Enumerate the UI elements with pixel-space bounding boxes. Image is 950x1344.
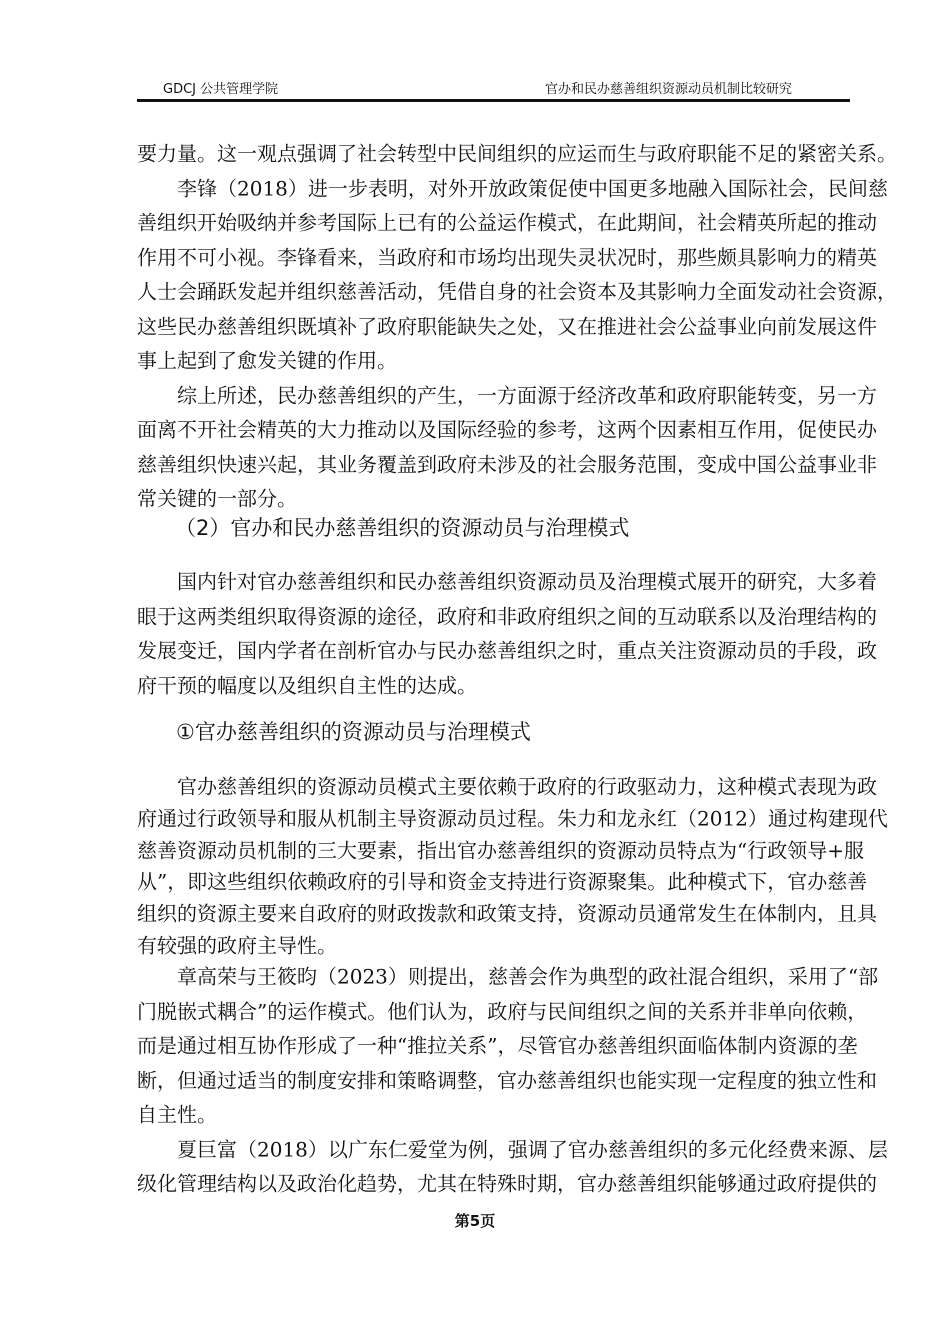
header-left-institution: GDCJ 公共管理学院 bbox=[163, 82, 279, 97]
text-line: 善组织开始吸纳并参考国际上已有的公益运作模式，在此期间，社会精英所起的推动 bbox=[137, 210, 877, 235]
text-line: 府通过行政领导和服从机制主导资源动员过程。朱力和龙永红（2012）通过构建现代 bbox=[137, 806, 888, 831]
text-line: 级化管理结构以及政治化趋势，尤其在特殊时期，官办慈善组织能够通过政府提供的 bbox=[137, 1171, 877, 1196]
text-line: 事上起到了愈发关键的作用。 bbox=[137, 348, 397, 373]
text-line: 府干预的幅度以及组织自主性的达成。 bbox=[137, 673, 477, 698]
text-line: 慈善组织快速兴起，其业务覆盖到政府未涉及的社会服务范围，变成中国公益事业非 bbox=[137, 452, 877, 476]
text-line: 夏巨富（2018）以广东仁爱堂为例，强调了官办慈善组织的多元化经费来源、层 bbox=[177, 1137, 888, 1161]
text-line: 要力量。这一观点强调了社会转型中民间组织的应运而生与政府职能不足的紧密关系。 bbox=[137, 141, 897, 166]
text-line: 面离不开社会精英的大力推动以及国际经验的参考，这两个因素相互作用，促使民办 bbox=[137, 417, 877, 442]
text-line: 人士会踊跃发起并组织慈善活动，凭借自身的社会资本及其影响力全面发动社会资源， bbox=[137, 279, 897, 304]
text-line: 官办慈善组织的资源动员模式主要依赖于政府的行政驱动力，这种模式表现为政 bbox=[177, 774, 877, 799]
text-line: 组织的资源主要来自政府的财政拨款和政策支持，资源动员通常发生在体制内，且具 bbox=[137, 901, 877, 926]
text-line: 发展变迁，国内学者在剖析官办与民办慈善组织之时，重点关注资源动员的手段，政 bbox=[137, 638, 877, 663]
text-line: 作用不可小视。李锋看来，当政府和市场均出现失灵状况时，那些颇具影响力的精英 bbox=[137, 245, 877, 269]
text-line: 李锋（2018）进一步表明，对外开放政策促使中国更多地融入国际社会，民间慈 bbox=[177, 176, 888, 200]
text-line: 有较强的政府主导性。 bbox=[137, 933, 337, 958]
header-rule bbox=[137, 99, 850, 102]
header-right-title: 官办和民办慈善组织资源动员机制比较研究 bbox=[544, 82, 792, 97]
text-line: 自主性。 bbox=[137, 1102, 217, 1127]
text-line: 章高荣与王筱昀（2023）则提出，慈善会作为典型的政社混合组织，采用了“部 bbox=[177, 964, 879, 989]
text-line: 门脱嵌式耦合”的运作模式。他们认为，政府与民间组织之间的关系并非单向依赖， bbox=[137, 999, 868, 1023]
text-line: 而是通过相互协作形成了一种“推拉关系”，尽管官办慈善组织面临体制内资源的垄 bbox=[137, 1033, 858, 1058]
text-line: 综上所述，民办慈善组织的产生，一方面源于经济改革和政府职能转变，另一方 bbox=[177, 383, 877, 407]
text-line: 慈善资源动员机制的三大要素，指出官办慈善组织的资源动员特点为“行政领导+服 bbox=[137, 838, 864, 863]
text-line: 从”，即这些组织依赖政府的引导和资金支持进行资源聚集。此种模式下，官办慈善 bbox=[137, 869, 868, 894]
text-line: 断，但通过适当的制度安排和策略调整，官办慈善组织也能实现一定程度的独立性和 bbox=[137, 1068, 877, 1092]
text-line: 这些民办慈善组织既填补了政府职能缺失之处，又在推进社会公益事业向前发展这件 bbox=[137, 314, 877, 338]
text-line: 常关键的一部分。 bbox=[137, 486, 297, 511]
text-line: 国内针对官办慈善组织和民办慈善组织资源动员及治理模式展开的研究，大多着 bbox=[177, 569, 877, 594]
text-line: 眼于这两类组织取得资源的途径，政府和非政府组织之间的互动联系以及治理结构的 bbox=[137, 604, 877, 629]
subsection-heading: ①官办慈善组织的资源动员与治理模式 bbox=[176, 720, 531, 744]
page-number: 第5页 bbox=[454, 1212, 496, 1230]
section-heading: （2）官办和民办慈善组织的资源动员与治理模式 bbox=[175, 516, 630, 540]
